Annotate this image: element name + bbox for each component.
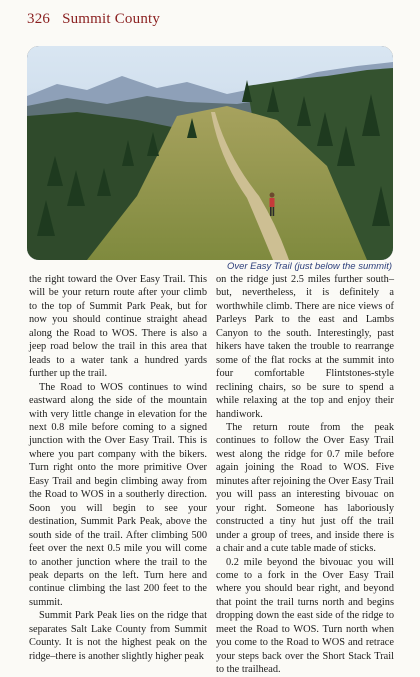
paragraph: 0.2 mile beyond the bivouac you will come to a fork in the Over Easy Trail where you should bear right, and beyond that point the trail turns north and begins dropping down the east side of the ridge to meet the Road to WOS. Turn north when you come to the Road to WOS and retrace your steps back over the Short Stack Trail to the trailhead. [216, 556, 394, 676]
trail-photo [27, 46, 393, 260]
paragraph: on the ridge just 2.5 miles further south–but, nevertheless, it is definitely a worthwhile climb. There are nice views of Parleys Park to the east and Lambs Canyon to the south. Interestingly, past hikers have taken the trouble to rearrange some of the flat rocks at the summit into four comfortable Flintstones-style reclining chairs, so be sure to spend a while relaxing at the top and enjoy their handiwork. [216, 274, 394, 420]
book-title: Summit County [62, 11, 161, 27]
running-header [27, 11, 160, 28]
paragraph: the right toward the Over Easy Trail. This will be your return route after your climb to the top of Summit Park Peak, but for now you should continue straight ahead along the Road to WOS. There is also a jeep road below the trail in this area that leads to a water tank a hundred yards further up the trail. [29, 274, 207, 380]
text-column-right [216, 273, 394, 677]
paragraph: The Road to WOS continues to wind eastward along the side of the mountain with very little change in elevation for the next 0.8 mile before coming to a signed junction with the Over Easy Trail. This is where you part company with the bikers. Turn right onto the more primitive Over Easy Trail and begin climbing away from the Road to WOS in a southerly direction. Soon you will begin to see your destination, Summit Park Peak, above the south side of the trail. After climbing 500 feet over the next 0.5 mile you will come to another junction where the trail to the peak departs on the left. Turn here and continue climbing the last 200 feet to the summit. [29, 381, 207, 608]
text-column-left [29, 273, 207, 663]
photo-caption: Over Easy Trail (just below the summit) [226, 261, 392, 272]
page-number: 326 [27, 11, 51, 27]
paragraph: Summit Park Peak lies on the ridge that separates Salt Lake County from Summit County. It is not the highest peak on the ridge–there is another slightly higher peak [29, 610, 207, 662]
paragraph: The return route from the peak continues to follow the Over Easy Trail west along the ridge for 0.7 mile before again joining the Road to WOS. Five minutes after rejoining the Over Easy Trail you will pass an interesting bivouac on your right. Someone has laboriously constructed a tiny hut just off the trail under a group of trees, and inside there is a chair and a cute table made of sticks. [216, 421, 394, 555]
